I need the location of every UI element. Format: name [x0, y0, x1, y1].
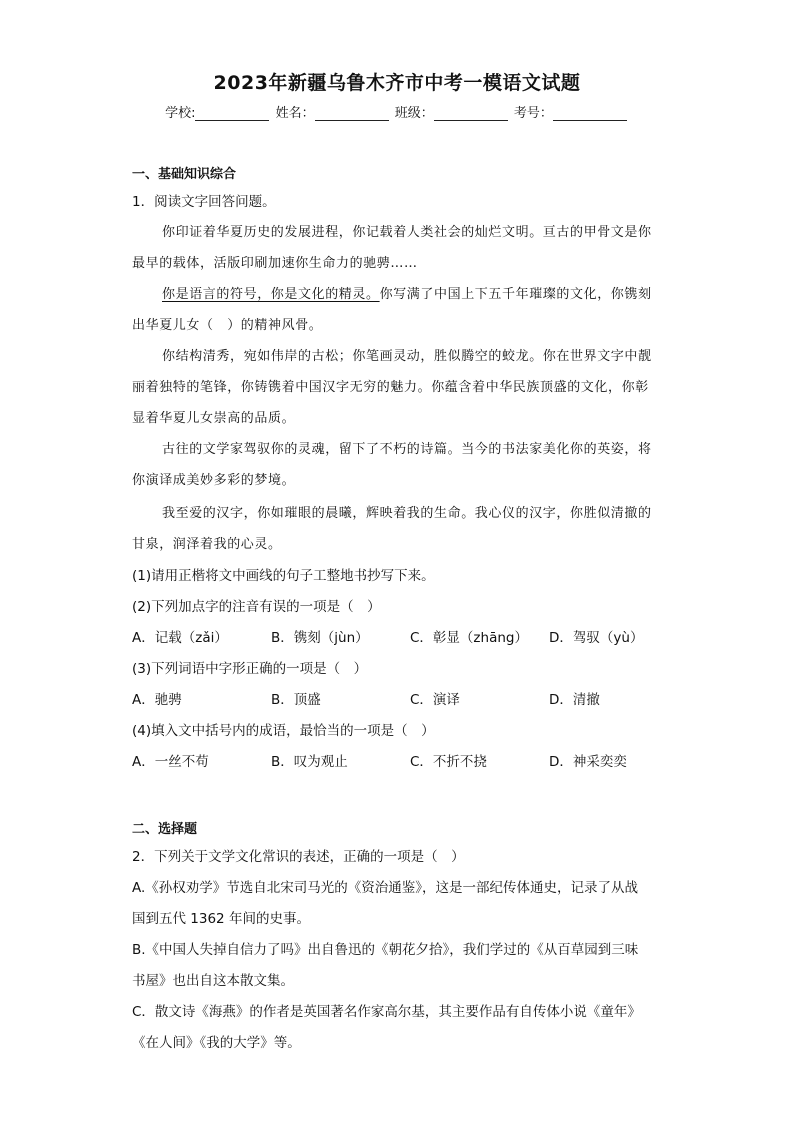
option-d[interactable]: D．神采奕奕 [549, 754, 627, 770]
passage-line-tail: 你写满了中国上下五千年璀璨的文化，你镌刻 [379, 287, 652, 302]
question-2-option-line: 书屋》也出自这本散文集。 [132, 973, 294, 989]
class-label: 班级： [394, 106, 434, 121]
school-blank[interactable] [195, 106, 269, 121]
option-a[interactable]: A．记载（zǎi） [132, 630, 228, 646]
section-heading-2: 二、选择题 [132, 822, 198, 837]
question-1-stem: 1．阅读文字回答问题。 [132, 194, 276, 210]
option-c[interactable]: C．不折不挠 [410, 754, 487, 770]
question-2-stem: 2．下列关于文学文化常识的表述，正确的一项是（ ） [132, 849, 465, 865]
passage-line: 你演译成美妙多彩的梦境。 [132, 473, 296, 488]
passage-line: 甘泉，润泽着我的心灵。 [132, 537, 282, 552]
exam-title: 2023年新疆乌鲁木齐市中考一模语文试题 [213, 72, 581, 94]
exam-number-label: 考号： [513, 106, 553, 121]
option-c[interactable]: C．彰显（zhāng） [410, 630, 528, 646]
question-2-option-line[interactable]: A.《孙权劝学》节选自北宋司马光的《资治通鉴》，这是一部纪传体通史，记录了从战 [132, 880, 639, 896]
passage-line: 你结构清秀，宛如伟岸的古松；你笔画灵动，胜似腾空的蛟龙。你在世界文字中靓 [162, 349, 652, 364]
question-2-option-line: 国到五代 1362 年间的史事。 [132, 911, 310, 927]
passage-line: 你印证着华夏历史的发展进程，你记载着人类社会的灿烂文明。亘古的甲骨文是你 [162, 225, 652, 240]
underlined-sentence: 你是语言的符号，你是文化的精灵。 [162, 287, 380, 302]
option-d[interactable]: D．清撤 [549, 692, 600, 708]
passage-line: 最早的载体，活版印刷加速你生命力的驰骋…… [132, 256, 418, 271]
class-blank[interactable] [434, 106, 508, 121]
school-label: 学校: [165, 106, 196, 121]
question-2-option-line[interactable]: B.《中国人失掉自信力了吗》出自鲁迅的《朝花夕拾》，我们学过的《从百草园到三味 [132, 942, 639, 958]
option-d[interactable]: D．驾驭（yù） [549, 630, 644, 646]
sub-question-3: (3)下列词语中字形正确的一项是（ ） [132, 661, 368, 677]
option-a[interactable]: A．驰骋 [132, 692, 182, 708]
option-c[interactable]: C．演译 [410, 692, 460, 708]
question-2-option-line[interactable]: C．散文诗《海燕》的作者是英国著名作家高尔基，其主要作品有自传体小说《童年》 [132, 1004, 641, 1020]
sub-question-2: (2)下列加点字的注音有误的一项是（ ） [132, 599, 381, 615]
option-b[interactable]: B．镌刻（jùn） [271, 630, 369, 646]
section-heading-1: 一、基础知识综合 [132, 167, 237, 182]
passage-line: 古往的文学家驾驭你的灵魂，留下了不朽的诗篇。当今的书法家美化你的英姿，将 [162, 442, 652, 457]
passage-line [162, 286, 652, 304]
student-info-row [0, 102, 794, 121]
exam-number-blank[interactable] [553, 106, 627, 121]
passage-line: 丽着独特的笔锋，你铸镌着中国汉字无穷的魅力。你蕴含着中华民族顶盛的文化，你彰 [132, 380, 649, 395]
name-blank[interactable] [315, 106, 389, 121]
sub-question-1: (1)请用正楷将文中画线的句子工整地书抄写下来。 [132, 568, 435, 584]
option-b[interactable]: B．顶盛 [271, 692, 321, 708]
passage-line: 我至爱的汉字，你如璀眼的晨曦，辉映着我的生命。我心仪的汉字，你胜似清撤的 [162, 506, 652, 521]
passage-line: 显着华夏儿女崇高的品质。 [132, 411, 296, 426]
sub-question-4: (4)填入文中括号内的成语，最恰当的一项是（ ） [132, 723, 435, 739]
passage-line: 出华夏儿女（ ）的精神风骨。 [132, 318, 323, 333]
option-b[interactable]: B．叹为观止 [271, 754, 348, 770]
name-label: 姓名： [275, 106, 315, 121]
question-2-option-line: 《在人间》《我的大学》等。 [132, 1035, 301, 1051]
option-a[interactable]: A．一丝不苟 [132, 754, 209, 770]
